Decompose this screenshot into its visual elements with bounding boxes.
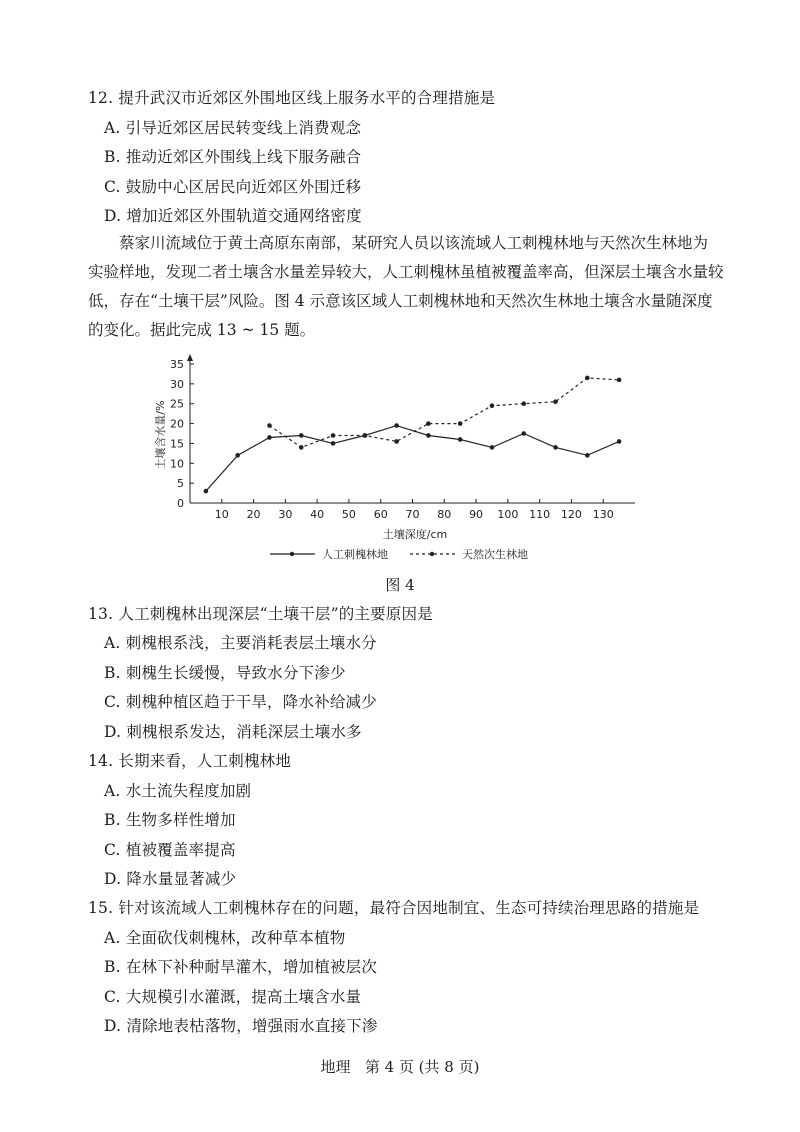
x-tick-label: 130 <box>592 508 614 521</box>
x-tick-label: 30 <box>278 508 293 521</box>
series-line-1 <box>206 426 619 492</box>
question-13-option-a: A. 刺槐根系浅，主要消耗表层土壤水分 <box>104 634 377 652</box>
chart-axes <box>187 354 635 503</box>
question-12-option-c: C. 鼓励中心区居民向近郊区外围迁移 <box>104 178 362 196</box>
x-tick-label: 100 <box>497 508 519 521</box>
data-point-series-1 <box>394 423 399 428</box>
data-point-series-1 <box>458 437 463 442</box>
material-paragraph <box>88 229 728 345</box>
data-point-series-2 <box>490 403 495 408</box>
material-line: 低，存在“土壤干层”风险。图 4 示意该区域人工刺槐林地和天然次生林地土壤含水量随深度 <box>88 292 713 310</box>
data-point-series-2 <box>553 399 558 404</box>
data-point-series-2 <box>267 423 272 428</box>
legend-label-series-1: 人工刺槐林地 <box>322 548 388 561</box>
x-tick-label: 110 <box>529 508 551 521</box>
question-14-option-d: D. 降水量显著减少 <box>104 870 237 888</box>
y-tick-label: 10 <box>170 457 184 471</box>
x-tick-label: 70 <box>405 508 420 521</box>
data-point-series-1 <box>490 445 495 450</box>
x-tick-label: 90 <box>469 508 484 521</box>
y-tick-label: 5 <box>177 477 184 491</box>
y-axis-label: 土壤含水量/% <box>154 400 167 470</box>
x-tick-label: 50 <box>341 508 356 521</box>
data-point-series-1 <box>235 453 240 458</box>
question-15-stem: 15. 针对该流域人工刺槐林存在的问题，最符合因地制宜、生态可持续治理思路的措施是 <box>88 899 700 917</box>
chart-points <box>204 376 622 494</box>
question-13-option-c: C. 刺槐种植区趋于干旱，降水补给减少 <box>104 693 377 711</box>
y-tick-label: 15 <box>170 437 184 451</box>
legend-label-series-2: 天然次生林地 <box>462 548 528 561</box>
question-14-option-c: C. 植被覆盖率提高 <box>104 841 236 859</box>
question-13-option-d: D. 刺槐根系发达，消耗深层土壤水多 <box>104 723 362 741</box>
data-point-series-2 <box>299 445 304 450</box>
figure-caption: 图 4 <box>385 576 415 594</box>
page-footer: 地理 第 4 页 (共 8 页) <box>320 1058 480 1076</box>
x-tick-label: 80 <box>437 508 452 521</box>
data-point-series-1 <box>585 453 590 458</box>
question-15-option-a: A. 全面砍伐刺槐林，改种草本植物 <box>104 929 346 947</box>
y-tick-label: 0 <box>177 497 184 510</box>
y-axis-arrow <box>187 354 193 361</box>
data-point-series-1 <box>553 445 558 450</box>
question-12-stem: 12. 提升武汉市近郊区外围地区线上服务水平的合理措施是 <box>88 89 496 107</box>
x-tick-label: 60 <box>373 508 388 521</box>
y-tick-label: 35 <box>170 358 184 371</box>
material-line: 实验样地，发现二者土壤含水量差异较大，人工刺槐林虽植被覆盖率高，但深层土壤含水量较 <box>88 263 724 281</box>
chart-legend <box>270 547 528 561</box>
x-tick-label: 40 <box>310 508 325 521</box>
data-point-series-2 <box>363 433 368 438</box>
data-point-series-2 <box>394 439 399 444</box>
data-point-series-1 <box>426 433 431 438</box>
y-tick-label: 30 <box>170 377 184 391</box>
legend-marker-dashed <box>430 552 434 556</box>
question-12-option-a: A. 引导近郊区居民转变线上消费观念 <box>104 119 362 137</box>
question-13-option-b: B. 刺槐生长缓慢，导致水分下渗少 <box>104 664 346 682</box>
data-point-series-2 <box>426 421 431 426</box>
question-15-option-c: C. 大规模引水灌溉，提高土壤含水量 <box>104 988 362 1006</box>
y-tick-label: 25 <box>170 397 184 411</box>
legend-marker-solid <box>290 552 294 556</box>
question-15-option-d: D. 清除地表枯落物，增强雨水直接下渗 <box>104 1017 378 1035</box>
data-point-series-1 <box>617 439 622 444</box>
x-tick-label: 10 <box>214 508 229 521</box>
question-12-option-b: B. 推动近郊区外围线上线下服务融合 <box>104 148 362 166</box>
data-point-series-1 <box>331 441 336 446</box>
data-point-series-2 <box>458 421 463 426</box>
question-14-stem: 14. 长期来看，人工刺槐林地 <box>88 752 292 770</box>
chart-ticks <box>170 358 614 521</box>
question-15-option-b: B. 在林下补种耐旱灌木，增加植被层次 <box>104 958 378 976</box>
data-point-series-1 <box>299 433 304 438</box>
question-13-stem: 13. 人工刺槐林出现深层“土壤干层”的主要原因是 <box>88 605 433 623</box>
data-point-series-1 <box>204 489 209 494</box>
x-axis-label: 土壤深度/cm <box>382 528 448 541</box>
material-line: 蔡家川流域位于黄土高原东南部，某研究人员以该流域人工刺槐林地与天然次生林地为 <box>119 234 709 252</box>
material-line: 的变化。据此完成 13 ~ 15 题。 <box>88 321 316 339</box>
x-tick-label: 20 <box>246 508 261 521</box>
y-tick-label: 20 <box>170 417 184 431</box>
data-point-series-1 <box>521 431 526 436</box>
data-point-series-2 <box>617 378 622 383</box>
data-point-series-2 <box>585 376 590 381</box>
question-12-option-d: D. 增加近郊区外围轨道交通网络密度 <box>104 207 362 225</box>
data-point-series-2 <box>521 401 526 406</box>
data-point-series-2 <box>331 433 336 438</box>
chart-lines <box>206 378 619 491</box>
soil-moisture-chart <box>150 350 650 565</box>
data-point-series-1 <box>267 435 272 440</box>
question-14-option-b: B. 生物多样性增加 <box>104 811 236 829</box>
x-tick-label: 120 <box>560 508 582 521</box>
question-14-option-a: A. 水土流失程度加剧 <box>104 782 252 800</box>
